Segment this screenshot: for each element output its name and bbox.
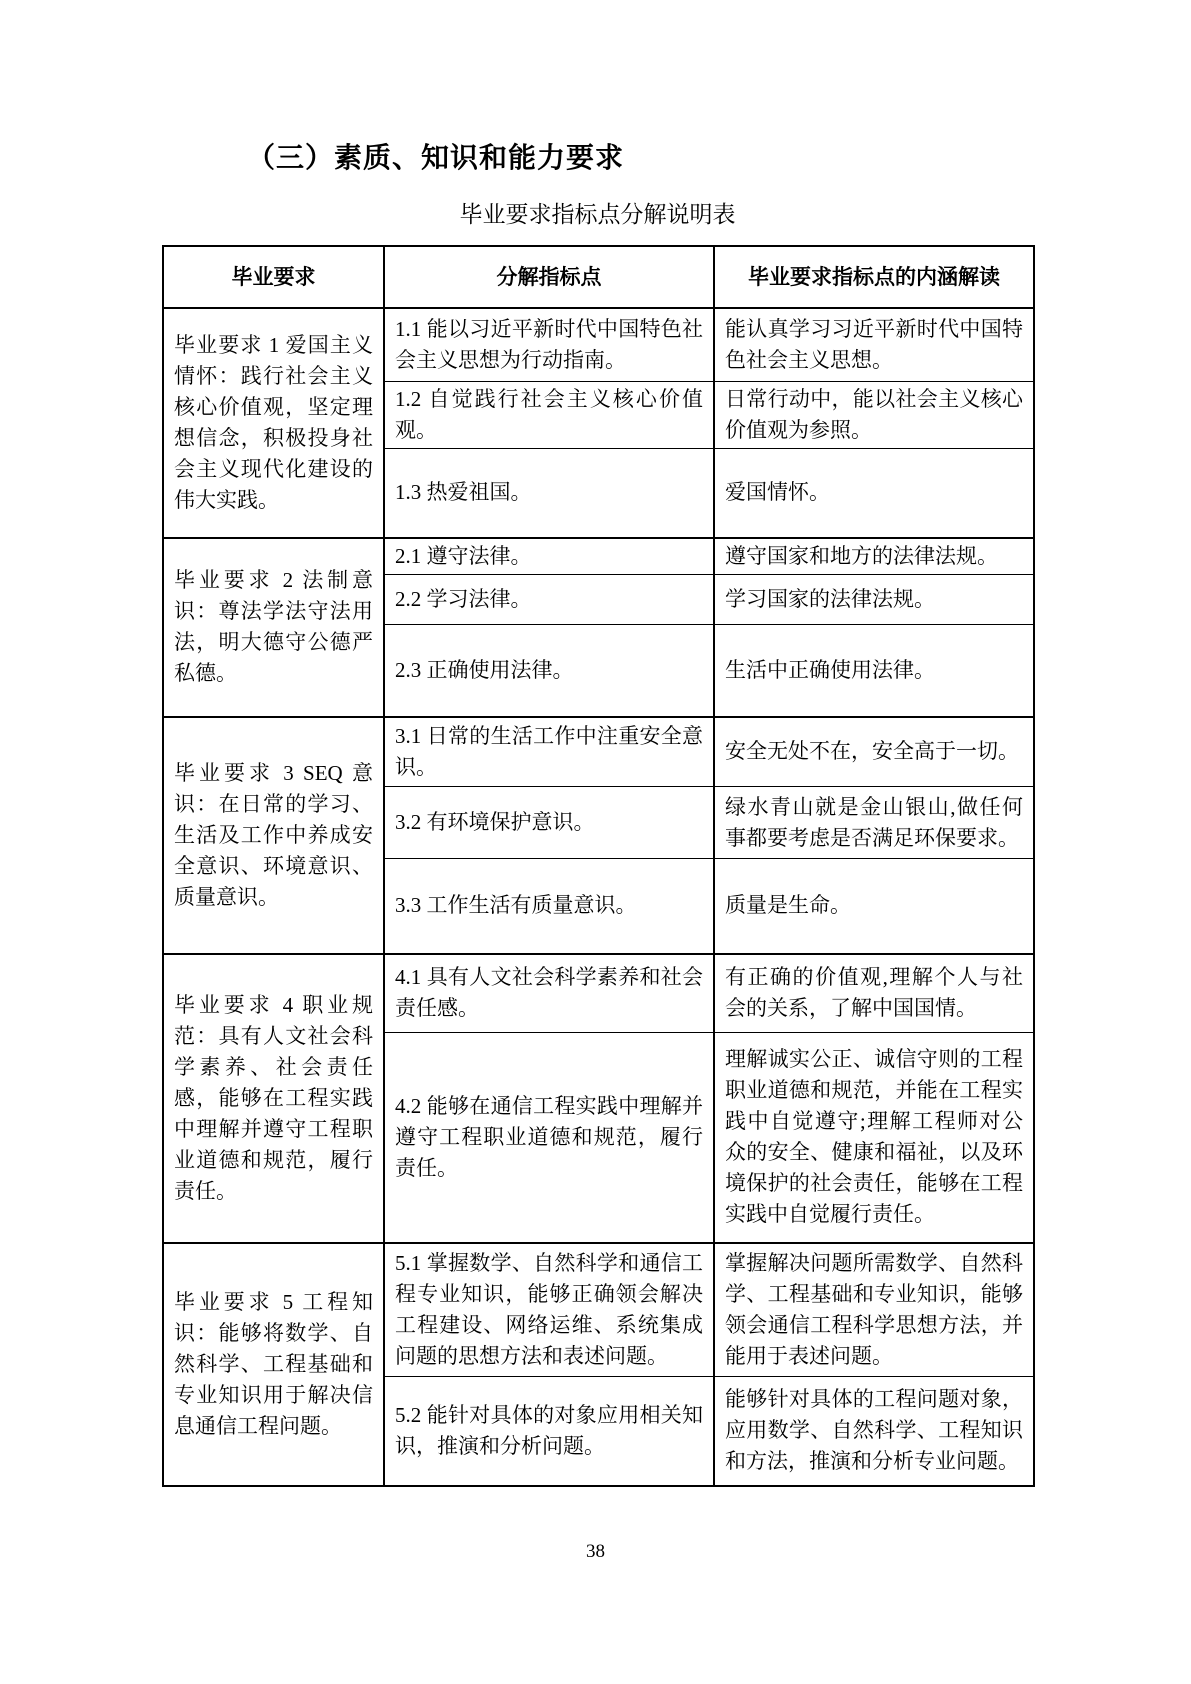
cell-requirement-4: 毕业要求 4 职业规范：具有人文社会科学素养、社会责任感，能够在工程实践中理解并遵守工程职业道德和规范，履行责任。 xyxy=(163,954,384,1243)
header-requirement: 毕业要求 xyxy=(163,246,384,308)
header-indicator: 分解指标点 xyxy=(384,246,714,308)
cell-indicator-5-2: 5.2 能针对具体的对象应用相关知识，推演和分析问题。 xyxy=(384,1377,714,1486)
cell-requirement-5: 毕业要求 5 工程知识：能够将数学、自然科学、工程基础和专业知识用于解决信息通信工程问题。 xyxy=(163,1243,384,1486)
cell-indicator-5-1: 5.1 掌握数学、自然科学和通信工程专业知识，能够正确领会解决工程建设、网络运维、系统集成问题的思想方法和表述问题。 xyxy=(384,1243,714,1377)
cell-interpretation-3-1: 安全无处不在，安全高于一切。 xyxy=(714,717,1034,787)
cell-requirement-2: 毕业要求 2 法制意识：尊法学法守法用法，明大德守公德严私德。 xyxy=(163,538,384,717)
cell-interpretation-2-3: 生活中正确使用法律。 xyxy=(714,625,1034,717)
cell-interpretation-5-2: 能够针对具体的工程问题对象，应用数学、自然科学、工程知识和方法，推演和分析专业问题。 xyxy=(714,1377,1034,1486)
cell-interpretation-3-3: 质量是生命。 xyxy=(714,859,1034,954)
section-title: （三）素质、知识和能力要求 xyxy=(247,143,625,174)
cell-requirement-3: 毕业要求 3 SEQ 意识：在日常的学习、生活及工作中养成安全意识、环境意识、质量意识。 xyxy=(163,717,384,954)
cell-indicator-4-2: 4.2 能够在通信工程实践中理解并遵守工程职业道德和规范，履行责任。 xyxy=(384,1033,714,1243)
table-row xyxy=(163,1243,1034,1377)
cell-indicator-3-2: 3.2 有环境保护意识。 xyxy=(384,787,714,859)
table-caption: 毕业要求指标点分解说明表 xyxy=(459,202,736,227)
requirements-table xyxy=(162,245,1035,1487)
cell-interpretation-1-2: 日常行动中，能以社会主义核心价值观为参照。 xyxy=(714,381,1034,448)
cell-interpretation-1-1: 能认真学习习近平新时代中国特色社会主义思想。 xyxy=(714,308,1034,381)
cell-interpretation-1-3: 爱国情怀。 xyxy=(714,448,1034,538)
table-row xyxy=(163,717,1034,787)
table-header-row xyxy=(163,246,1034,308)
cell-indicator-3-1: 3.1 日常的生活工作中注重安全意识。 xyxy=(384,717,714,787)
table-row xyxy=(163,538,1034,575)
cell-interpretation-3-2: 绿水青山就是金山银山,做任何事都要考虑是否满足环保要求。 xyxy=(714,787,1034,859)
cell-requirement-1: 毕业要求 1 爱国主义情怀：践行社会主义核心价值观，坚定理想信念，积极投身社会主义现代化建设的伟大实践。 xyxy=(163,308,384,538)
cell-interpretation-4-2: 理解诚实公正、诚信守则的工程职业道德和规范，并能在工程实践中自觉遵守;理解工程师对公众的安全、健康和福祉，以及环境保护的社会责任，能够在工程实践中自觉履行责任。 xyxy=(714,1033,1034,1243)
header-interpretation: 毕业要求指标点的内涵解读 xyxy=(714,246,1034,308)
cell-interpretation-2-1: 遵守国家和地方的法律法规。 xyxy=(714,538,1034,575)
cell-indicator-2-3: 2.3 正确使用法律。 xyxy=(384,625,714,717)
cell-indicator-1-1: 1.1 能以习近平新时代中国特色社会主义思想为行动指南。 xyxy=(384,308,714,381)
cell-indicator-1-2: 1.2 自觉践行社会主义核心价值观。 xyxy=(384,381,714,448)
cell-indicator-4-1: 4.1 具有人文社会科学素养和社会责任感。 xyxy=(384,954,714,1033)
cell-interpretation-4-1: 有正确的价值观,理解个人与社会的关系，了解中国国情。 xyxy=(714,954,1034,1033)
cell-indicator-2-2: 2.2 学习法律。 xyxy=(384,575,714,625)
cell-indicator-1-3: 1.3 热爱祖国。 xyxy=(384,448,714,538)
cell-interpretation-5-1: 掌握解决问题所需数学、自然科学、工程基础和专业知识，能够领会通信工程科学思想方法，并能用于表述问题。 xyxy=(714,1243,1034,1377)
page-number: 38 xyxy=(586,1541,605,1562)
cell-indicator-2-1: 2.1 遵守法律。 xyxy=(384,538,714,575)
table-row xyxy=(163,954,1034,1033)
cell-indicator-3-3: 3.3 工作生活有质量意识。 xyxy=(384,859,714,954)
table-row xyxy=(163,308,1034,381)
cell-interpretation-2-2: 学习国家的法律法规。 xyxy=(714,575,1034,625)
